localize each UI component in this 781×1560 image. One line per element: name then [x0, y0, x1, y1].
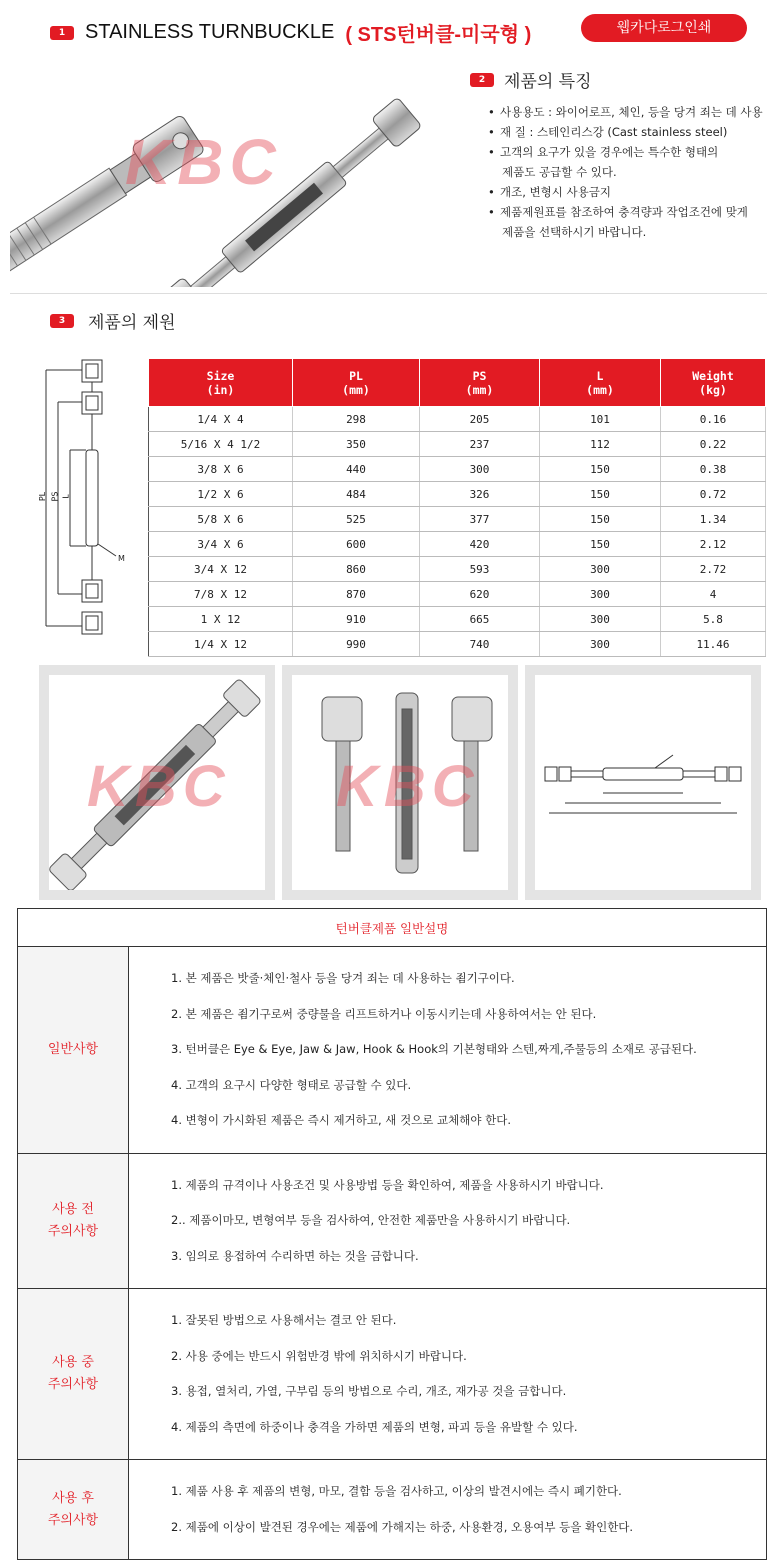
info-line: 2. 본 제품은 죔기구로써 중량물을 리프트하거나 이동시키는데 사용하여서는 안 된다. — [171, 1006, 597, 1021]
diagram-label-ps: PS — [50, 491, 60, 502]
spec-cell: 237 — [420, 432, 540, 457]
info-table-title: 턴버클제품 일반설명 — [18, 909, 767, 947]
section-number-1: 1 — [50, 26, 74, 40]
spec-cell: 620 — [420, 582, 540, 607]
spec-cell: 205 — [420, 407, 540, 432]
spec-cell: 300 — [540, 557, 661, 582]
spec-cell: 0.16 — [661, 407, 766, 432]
feature-item: • 제품제원표를 참조하여 충격량과 작업조건에 맞게 — [488, 202, 763, 222]
spec-cell: 377 — [420, 507, 540, 532]
col-header-ps: PS (mm) — [420, 359, 540, 407]
spec-cell: 300 — [540, 582, 661, 607]
spec-cell: 525 — [293, 507, 420, 532]
info-body — [129, 947, 767, 1154]
spec-cell: 300 — [420, 457, 540, 482]
section-2-header — [470, 67, 592, 92]
info-body — [129, 1289, 767, 1460]
spec-cell: 1/2 X 6 — [149, 482, 293, 507]
diagram-label-l: L — [61, 494, 71, 499]
spec-table — [148, 358, 766, 657]
info-line: 4. 고객의 요구시 다양한 형태로 공급할 수 있다. — [171, 1077, 412, 1092]
info-label: 일반사항 — [18, 947, 129, 1154]
spec-cell: 665 — [420, 607, 540, 632]
watermark-kbc: KBC — [87, 754, 231, 819]
info-label: 사용 후 주의사항 — [18, 1460, 129, 1560]
spec-table-row — [149, 632, 766, 657]
features-title: 제품의 특징 — [504, 72, 592, 92]
gallery-photo-1 — [39, 665, 275, 900]
col-header-pl: PL (mm) — [293, 359, 420, 407]
general-info-table — [17, 908, 767, 1560]
info-line: 3. 임의로 용접하여 수리하면 하는 것을 금합니다. — [171, 1248, 419, 1263]
spec-cell: 0.22 — [661, 432, 766, 457]
spec-cell: 593 — [420, 557, 540, 582]
col-header-weight: Weight (kg) — [661, 359, 766, 407]
diagram-label-pl: PL — [38, 491, 48, 502]
feature-item: • 사용용도 : 와이어로프, 체인, 등을 당겨 죄는 데 사용 — [488, 102, 763, 122]
spec-cell: 5.8 — [661, 607, 766, 632]
spec-cell: 7/8 X 12 — [149, 582, 293, 607]
feature-item: • 고객의 요구가 있을 경우에는 특수한 형태의 — [488, 142, 763, 162]
spec-cell: 150 — [540, 532, 661, 557]
info-label: 사용 중 주의사항 — [18, 1289, 129, 1460]
spec-table-row — [149, 582, 766, 607]
col-header-size: Size (in) — [149, 359, 293, 407]
spec-cell: 3/4 X 6 — [149, 532, 293, 557]
gallery-drawing — [525, 665, 761, 900]
spec-table-row — [149, 532, 766, 557]
spec-cell: 3/8 X 6 — [149, 457, 293, 482]
info-line: 3. 용접, 열처리, 가열, 구부림 등의 방법으로 수리, 개조, 재가공 것을 금합니다. — [171, 1384, 567, 1398]
spec-cell: 5/8 X 6 — [149, 507, 293, 532]
dimension-diagram — [38, 358, 138, 638]
feature-item-continued: 제품도 공급할 수 있다. — [502, 165, 617, 179]
spec-cell: 11.46 — [661, 632, 766, 657]
spec-cell: 4 — [661, 582, 766, 607]
spec-cell: 420 — [420, 532, 540, 557]
spec-cell: 350 — [293, 432, 420, 457]
spec-cell: 740 — [420, 632, 540, 657]
spec-cell: 860 — [293, 557, 420, 582]
col-header-l: L (mm) — [540, 359, 661, 407]
gallery-photo-2 — [282, 665, 518, 900]
spec-cell: 150 — [540, 507, 661, 532]
watermark-kbc: KBC — [125, 126, 282, 198]
spec-cell: 112 — [540, 432, 661, 457]
spec-cell: 150 — [540, 482, 661, 507]
divider — [10, 293, 767, 294]
feature-item: • 재 질 : 스테인리스강 (Cast stainless steel) — [488, 122, 763, 142]
spec-cell: 1 X 12 — [149, 607, 293, 632]
spec-table-header — [149, 359, 766, 407]
spec-table-row — [149, 507, 766, 532]
spec-cell: 2.12 — [661, 532, 766, 557]
info-section-after-use — [18, 1460, 767, 1560]
page-title-korean: ( STS턴버클-미국형 ) — [345, 24, 532, 46]
info-line: 3. 턴버클은 Eye & Eye, Jaw & Jaw, Hook & Hook의 기본형태와 스텐,짜게,주물등의 소재로 공급된다. — [171, 1042, 697, 1056]
spec-cell: 0.38 — [661, 457, 766, 482]
spec-cell: 2.72 — [661, 557, 766, 582]
info-label: 사용 전 주의사항 — [18, 1153, 129, 1289]
spec-table-row — [149, 457, 766, 482]
spec-cell: 1/4 X 4 — [149, 407, 293, 432]
spec-cell: 600 — [293, 532, 420, 557]
spec-cell: 150 — [540, 457, 661, 482]
spec-cell: 300 — [540, 607, 661, 632]
product-photo-main — [10, 55, 450, 287]
info-line: 2. 제품에 이상이 발견된 경우에는 제품에 가해지는 하중, 사용환경, 오용여부 등을 확인한다. — [171, 1519, 634, 1534]
spec-cell: 1/4 X 12 — [149, 632, 293, 657]
spec-table-row — [149, 432, 766, 457]
spec-cell: 3/4 X 12 — [149, 557, 293, 582]
section-number-2: 2 — [470, 73, 494, 87]
info-line: 4. 제품의 측면에 하중이나 충격을 가하면 제품의 변형, 파괴 등을 유발할 수 있다. — [171, 1419, 578, 1434]
spec-cell: 101 — [540, 407, 661, 432]
feature-item: • 개조, 변형시 사용금지 — [488, 182, 763, 202]
spec-table-row — [149, 482, 766, 507]
watermark-kbc: KBC — [336, 754, 480, 819]
spec-cell: 910 — [293, 607, 420, 632]
catalog-print-button[interactable]: 웹카다로그인쇄 — [581, 14, 747, 42]
spec-cell: 326 — [420, 482, 540, 507]
section-1-header — [50, 18, 531, 47]
info-section-before-use — [18, 1153, 767, 1289]
section-number-3: 3 — [50, 314, 74, 328]
spec-table-row — [149, 557, 766, 582]
spec-title: 제품의 제원 — [88, 313, 176, 333]
info-section-during-use — [18, 1289, 767, 1460]
spec-table-row — [149, 607, 766, 632]
info-line: 1. 제품 사용 후 제품의 변형, 마모, 결함 등을 검사하고, 이상의 발견시에는 즉시 폐기한다. — [171, 1484, 622, 1498]
info-line: 2. 사용 중에는 반드시 위험반경 밖에 위치하시기 바랍니다. — [171, 1348, 467, 1363]
spec-cell: 5/16 X 4 1/2 — [149, 432, 293, 457]
feature-item-continued: 제품을 선택하시기 바랍니다. — [502, 225, 647, 239]
info-body — [129, 1460, 767, 1560]
info-line: 1. 잘못된 방법으로 사용해서는 결코 안 된다. — [171, 1313, 397, 1327]
spec-cell: 1.34 — [661, 507, 766, 532]
spec-table-row — [149, 407, 766, 432]
info-section-general — [18, 947, 767, 1154]
info-line: 2.. 제품이마모, 변형여부 등을 검사하여, 안전한 제품만을 사용하시기 바랍니다. — [171, 1213, 571, 1227]
spec-cell: 440 — [293, 457, 420, 482]
spec-cell: 0.72 — [661, 482, 766, 507]
page-title: STAINLESS TURNBUCKLE — [85, 21, 335, 43]
features-list — [488, 102, 763, 242]
spec-cell: 300 — [540, 632, 661, 657]
info-line: 1. 본 제품은 밧줄·체인·철사 등을 당겨 죄는 데 사용하는 죔기구이다. — [171, 971, 515, 985]
spec-cell: 298 — [293, 407, 420, 432]
spec-cell: 484 — [293, 482, 420, 507]
info-body — [129, 1153, 767, 1289]
spec-cell: 990 — [293, 632, 420, 657]
diagram-label-m: M — [118, 554, 125, 563]
info-line: 1. 제품의 규격이나 사용조건 및 사용방법 등을 확인하여, 제품을 사용하시기 바랍니다. — [171, 1177, 604, 1192]
spec-cell: 870 — [293, 582, 420, 607]
info-line: 4. 변형이 가시화된 제품은 즉시 제거하고, 새 것으로 교체해야 한다. — [171, 1113, 512, 1127]
section-3-header — [50, 308, 176, 333]
